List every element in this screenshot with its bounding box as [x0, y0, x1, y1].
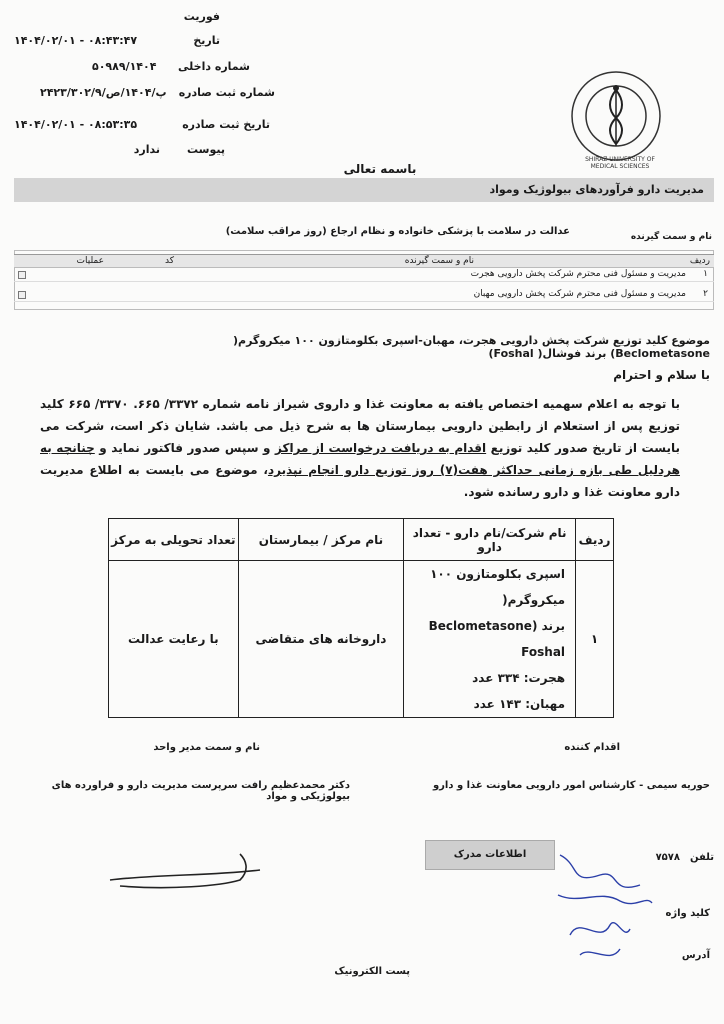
- keyword-label: کلید واژه: [665, 908, 710, 919]
- distribution-table: [108, 518, 614, 718]
- subject-line: موضوع کلید توزیع شرکت پخش دارویی هجرت، مهبان-اسپری بکلومتازون ۱۰۰ میکروگرم( Beclometasone) برند فوشال( Foshal): [233, 334, 710, 360]
- drug-cell: اسپری بکلومتازون ۱۰۰ میکروگرم( Beclometasone) برند Foshal هجرت: ۳۳۴ عدد مهبان: ۱۴۳ عدد: [404, 561, 576, 718]
- col-row: ردیف: [689, 256, 710, 266]
- address-label: آدرس: [681, 950, 710, 961]
- reg-date-label: تاریخ ثبت صادره: [182, 118, 270, 131]
- table-row: ۱ اسپری بکلومتازون ۱۰۰ میکروگرم( Beclometasone) برند Foshal هجرت: ۳۳۴ عدد مهبان: ۱۴۳ عدد داروخانه های متقاضی با رعایت عدالت: [109, 561, 614, 718]
- reg-date-value: ۱۴۰۴/۰۲/۰۱ - ۰۸:۵۳:۳۵: [14, 118, 138, 131]
- university-caption: SHIRAZ UNIVERSITY OF MEDICAL SCIENCES: [585, 156, 655, 170]
- attachment-label: پیوست: [187, 143, 225, 156]
- date-value: ۱۴۰۴/۰۲/۰۱ - ۰۸:۴۳:۴۷: [14, 34, 138, 47]
- view-icon[interactable]: [18, 291, 26, 299]
- internal-no-label: شماره داخلی: [178, 60, 250, 73]
- unit-head-name: دکتر محمدعظیم رافت سرپرست مدیریت دارو و فراورده های بیولوژیکی و مواد: [51, 780, 350, 802]
- th-drug: نام شرکت/نام دارو - تعداد دارو: [404, 519, 576, 561]
- unit-head-label: نام و سمت مدیر واحد: [153, 742, 260, 753]
- col-name: نام و سمت گیرنده: [404, 256, 474, 266]
- attachment-value: ندارد: [133, 143, 160, 156]
- reg-no-label: شماره ثبت صادره: [178, 86, 275, 99]
- table-row[interactable]: ۲ مدیریت و مسئول فنی محترم شرکت پخش دارویی مهبان: [14, 288, 714, 302]
- table-row[interactable]: ۱ مدیریت و مسئول فنی محترم شرکت پخش دارویی هجرت: [14, 268, 714, 282]
- phone-value: ۷۵۷۸: [655, 852, 680, 863]
- phone-label: تلفن: [689, 852, 714, 863]
- university-emblem-icon: [568, 68, 664, 164]
- th-row: ردیف: [576, 519, 614, 561]
- email-label: پست الکترونیک: [334, 966, 410, 977]
- salutation-title: باسمه تعالی: [343, 162, 417, 176]
- th-delivery: تعداد تحویلی به مرکز: [109, 519, 239, 561]
- view-icon[interactable]: [18, 271, 26, 279]
- documents-info-button[interactable]: اطلاعات مدرک: [425, 840, 555, 870]
- col-code: کد: [164, 256, 174, 266]
- letter-body: با توجه به اعلام سهمیه اختصاص یافته به معاونت غذا و داروی شیراز نامه شماره ۳۳۷۲/ ۶۶۵. ۳۳۷۰/ ۶۶۵ کلید توزیع پس از استعلام از رابطین دارویی بیمارستان ها به شرح ذیل می باشد. شایان ذکر است، شرکت می بایست از تاریخ صدور کلید توزیع اقدام به دریافت درخواست از مراکز و سپس صدور فاکتور نماید و چنانچه به هردلیل طی بازه زمانی حداکثر هفت(۷) روز توزیع دارو انجام نپذیرد، موضوع می بایست به اطلاع مدیریت دارو معاونت غذا و دارو رسانده شود.: [40, 397, 681, 499]
- actor-name: حوریه سیمی - کارشناس امور دارویی معاونت غذا و دارو: [432, 780, 710, 791]
- greeting: با سلام و احترام: [613, 368, 710, 382]
- slogan: عدالت در سلامت با پزشکی خانواده و نظام ارجاع (روز مراقب سلامت): [225, 226, 570, 237]
- internal-no-value: ۵۰۹۸۹/۱۴۰۴: [92, 60, 157, 73]
- status-label: فوریت: [183, 10, 220, 23]
- th-center: نام مرکز / بیمارستان: [238, 519, 404, 561]
- recipients-grid-header: [14, 254, 714, 268]
- department-title: مدیریت دارو فرآوردهای بیولوژیک ومواد: [489, 183, 704, 196]
- actor-label: اقدام کننده: [564, 742, 620, 753]
- date-label: تاریخ: [193, 34, 220, 47]
- department-band: [14, 178, 714, 202]
- recipient-label: نام و سمت گیرنده: [630, 232, 712, 242]
- signature-mark: [100, 850, 280, 910]
- reg-no-value: ۲۴۲۳/۳۰۲/۹/پ/۱۴۰۴/ص: [40, 86, 167, 99]
- col-ops: عملیات: [76, 256, 104, 266]
